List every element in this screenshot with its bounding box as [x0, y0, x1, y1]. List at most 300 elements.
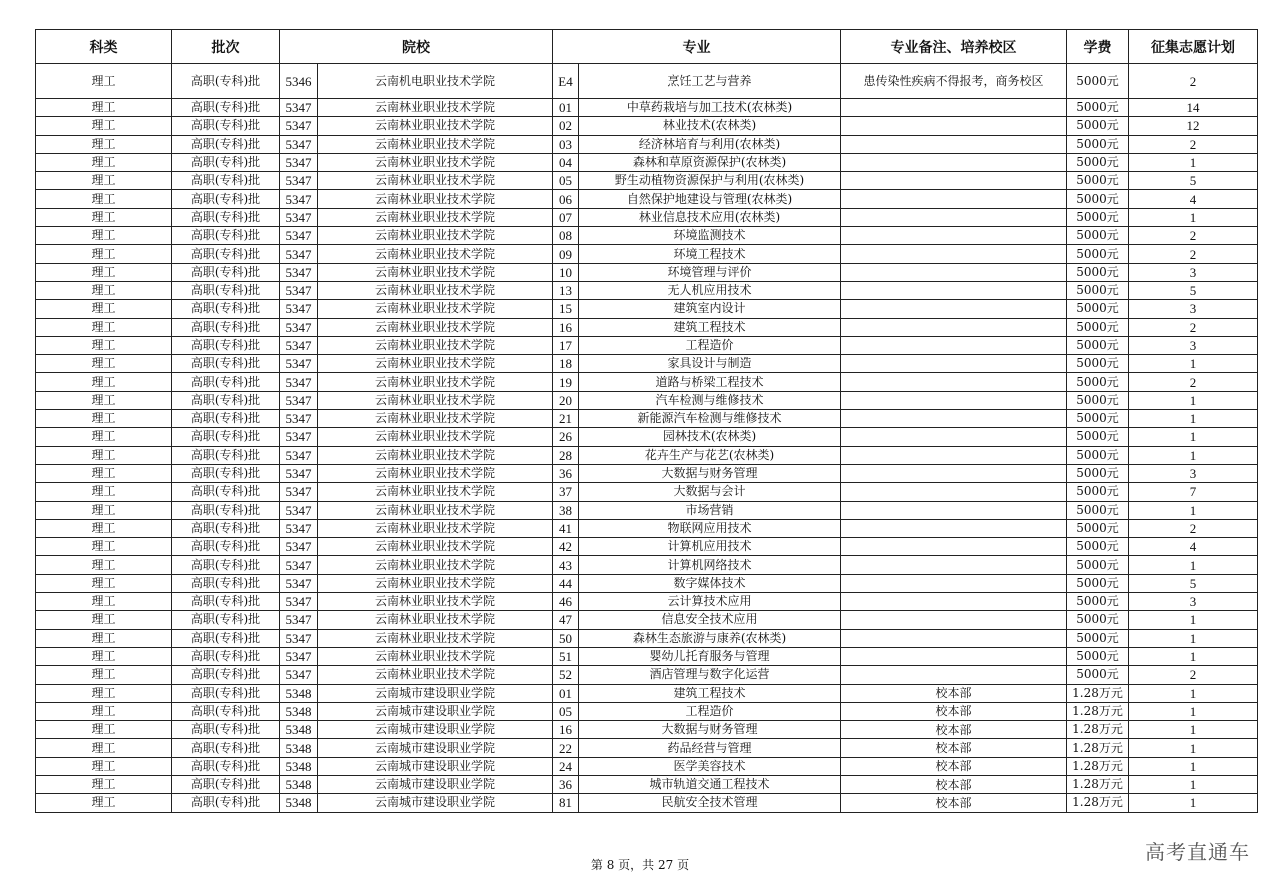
cell-major-name: 大数据与财务管理 [579, 721, 841, 739]
cell-major-name: 数字媒体技术 [579, 574, 841, 592]
cell-school-code: 5347 [280, 135, 318, 153]
cell-batch: 高职(专科)批 [172, 208, 280, 226]
table-row [36, 410, 1258, 428]
cell-school-name: 云南林业职业技术学院 [318, 483, 553, 501]
table-row [36, 702, 1258, 720]
cell-notes [841, 153, 1067, 171]
cell-tuition: 5000元 [1067, 373, 1129, 391]
cell-batch: 高职(专科)批 [172, 702, 280, 720]
cell-category: 理工 [36, 629, 172, 647]
cell-batch: 高职(专科)批 [172, 391, 280, 409]
cell-school-code: 5347 [280, 208, 318, 226]
cell-tuition: 5000元 [1067, 538, 1129, 556]
cell-school-name: 云南城市建设职业学院 [318, 684, 553, 702]
cell-major-name: 物联网应用技术 [579, 519, 841, 537]
cell-plan: 5 [1129, 281, 1258, 299]
cell-school-code: 5347 [280, 227, 318, 245]
cell-tuition: 5000元 [1067, 117, 1129, 135]
cell-tuition: 5000元 [1067, 483, 1129, 501]
cell-notes: 校本部 [841, 757, 1067, 775]
cell-school-name: 云南林业职业技术学院 [318, 428, 553, 446]
cell-batch: 高职(专科)批 [172, 519, 280, 537]
cell-tuition: 5000元 [1067, 263, 1129, 281]
cell-school-name: 云南林业职业技术学院 [318, 208, 553, 226]
cell-batch: 高职(专科)批 [172, 556, 280, 574]
cell-tuition: 5000元 [1067, 501, 1129, 519]
cell-tuition: 5000元 [1067, 629, 1129, 647]
cell-school-code: 5347 [280, 446, 318, 464]
cell-plan: 2 [1129, 666, 1258, 684]
cell-category: 理工 [36, 300, 172, 318]
cell-major-code: 46 [553, 593, 579, 611]
cell-major-name: 大数据与财务管理 [579, 464, 841, 482]
cell-school-name: 云南林业职业技术学院 [318, 153, 553, 171]
cell-major-name: 森林生态旅游与康养(农林类) [579, 629, 841, 647]
table-row [36, 373, 1258, 391]
cell-school-code: 5347 [280, 410, 318, 428]
table-row [36, 135, 1258, 153]
header-school: 院校 [280, 30, 553, 64]
table-row [36, 391, 1258, 409]
table-row [36, 300, 1258, 318]
table-row [36, 739, 1258, 757]
cell-school-code: 5348 [280, 775, 318, 793]
cell-school-code: 5347 [280, 172, 318, 190]
table-row [36, 99, 1258, 117]
cell-major-code: 19 [553, 373, 579, 391]
cell-plan: 4 [1129, 190, 1258, 208]
table-row [36, 647, 1258, 665]
cell-plan: 1 [1129, 721, 1258, 739]
cell-tuition: 5000元 [1067, 519, 1129, 537]
cell-school-name: 云南林业职业技术学院 [318, 117, 553, 135]
cell-batch: 高职(专科)批 [172, 373, 280, 391]
cell-tuition: 5000元 [1067, 64, 1129, 99]
cell-school-name: 云南林业职业技术学院 [318, 446, 553, 464]
cell-tuition: 1.28万元 [1067, 684, 1129, 702]
cell-category: 理工 [36, 647, 172, 665]
table-row [36, 538, 1258, 556]
cell-tuition: 5000元 [1067, 611, 1129, 629]
cell-major-code: 09 [553, 245, 579, 263]
table-row [36, 117, 1258, 135]
cell-plan: 5 [1129, 172, 1258, 190]
table-row [36, 428, 1258, 446]
cell-school-name: 云南林业职业技术学院 [318, 318, 553, 336]
cell-plan: 5 [1129, 574, 1258, 592]
cell-school-name: 云南机电职业技术学院 [318, 64, 553, 99]
cell-tuition: 5000元 [1067, 410, 1129, 428]
table-row [36, 775, 1258, 793]
cell-school-code: 5347 [280, 190, 318, 208]
table-row [36, 245, 1258, 263]
cell-notes [841, 318, 1067, 336]
cell-category: 理工 [36, 190, 172, 208]
cell-major-name: 烹饪工艺与营养 [579, 64, 841, 99]
cell-batch: 高职(专科)批 [172, 355, 280, 373]
cell-category: 理工 [36, 593, 172, 611]
cell-category: 理工 [36, 501, 172, 519]
cell-school-code: 5347 [280, 556, 318, 574]
table-row [36, 190, 1258, 208]
cell-major-name: 大数据与会计 [579, 483, 841, 501]
cell-batch: 高职(专科)批 [172, 684, 280, 702]
cell-category: 理工 [36, 336, 172, 354]
cell-batch: 高职(专科)批 [172, 300, 280, 318]
cell-notes [841, 611, 1067, 629]
cell-major-code: 13 [553, 281, 579, 299]
cell-school-name: 云南林业职业技术学院 [318, 391, 553, 409]
cell-plan: 2 [1129, 519, 1258, 537]
cell-school-code: 5347 [280, 263, 318, 281]
table-row [36, 153, 1258, 171]
cell-school-code: 5347 [280, 355, 318, 373]
cell-major-name: 药品经营与管理 [579, 739, 841, 757]
cell-tuition: 5000元 [1067, 172, 1129, 190]
cell-school-code: 5347 [280, 318, 318, 336]
cell-major-name: 中草药栽培与加工技术(农林类) [579, 99, 841, 117]
cell-plan: 2 [1129, 64, 1258, 99]
cell-plan: 3 [1129, 263, 1258, 281]
cell-notes: 校本部 [841, 794, 1067, 812]
cell-major-code: 18 [553, 355, 579, 373]
cell-school-name: 云南林业职业技术学院 [318, 410, 553, 428]
cell-major-code: 42 [553, 538, 579, 556]
cell-major-code: 20 [553, 391, 579, 409]
cell-category: 理工 [36, 208, 172, 226]
cell-notes: 校本部 [841, 684, 1067, 702]
cell-plan: 1 [1129, 446, 1258, 464]
cell-batch: 高职(专科)批 [172, 446, 280, 464]
cell-school-code: 5347 [280, 519, 318, 537]
cell-school-code: 5347 [280, 611, 318, 629]
cell-plan: 1 [1129, 739, 1258, 757]
cell-batch: 高职(专科)批 [172, 64, 280, 99]
cell-tuition: 5000元 [1067, 135, 1129, 153]
cell-category: 理工 [36, 519, 172, 537]
cell-major-name: 建筑室内设计 [579, 300, 841, 318]
cell-major-name: 森林和草原资源保护(农林类) [579, 153, 841, 171]
cell-major-name: 林业信息技术应用(农林类) [579, 208, 841, 226]
cell-school-name: 云南林业职业技术学院 [318, 336, 553, 354]
cell-school-code: 5347 [280, 593, 318, 611]
cell-category: 理工 [36, 245, 172, 263]
cell-category: 理工 [36, 538, 172, 556]
cell-category: 理工 [36, 153, 172, 171]
cell-school-name: 云南林业职业技术学院 [318, 501, 553, 519]
cell-notes [841, 446, 1067, 464]
cell-school-code: 5347 [280, 666, 318, 684]
cell-major-code: 47 [553, 611, 579, 629]
cell-major-name: 新能源汽车检测与维修技术 [579, 410, 841, 428]
cell-school-code: 5347 [280, 538, 318, 556]
cell-notes [841, 117, 1067, 135]
cell-plan: 1 [1129, 611, 1258, 629]
cell-category: 理工 [36, 684, 172, 702]
cell-batch: 高职(专科)批 [172, 794, 280, 812]
cell-major-name: 环境管理与评价 [579, 263, 841, 281]
cell-batch: 高职(专科)批 [172, 410, 280, 428]
cell-category: 理工 [36, 373, 172, 391]
cell-school-code: 5348 [280, 794, 318, 812]
cell-major-code: 05 [553, 702, 579, 720]
cell-notes [841, 208, 1067, 226]
cell-plan: 1 [1129, 629, 1258, 647]
cell-category: 理工 [36, 64, 172, 99]
header-major-notes: 专业备注、培养校区 [841, 30, 1067, 64]
cell-category: 理工 [36, 794, 172, 812]
cell-major-name: 工程造价 [579, 702, 841, 720]
cell-batch: 高职(专科)批 [172, 464, 280, 482]
cell-major-code: 16 [553, 318, 579, 336]
cell-school-name: 云南城市建设职业学院 [318, 702, 553, 720]
cell-batch: 高职(专科)批 [172, 721, 280, 739]
cell-major-code: 52 [553, 666, 579, 684]
cell-batch: 高职(专科)批 [172, 611, 280, 629]
cell-school-code: 5347 [280, 483, 318, 501]
cell-school-name: 云南城市建设职业学院 [318, 775, 553, 793]
cell-batch: 高职(专科)批 [172, 263, 280, 281]
cell-school-name: 云南城市建设职业学院 [318, 739, 553, 757]
cell-tuition: 5000元 [1067, 208, 1129, 226]
cell-school-name: 云南林业职业技术学院 [318, 556, 553, 574]
cell-school-name: 云南林业职业技术学院 [318, 647, 553, 665]
cell-tuition: 5000元 [1067, 227, 1129, 245]
cell-tuition: 1.28万元 [1067, 757, 1129, 775]
cell-notes [841, 245, 1067, 263]
cell-major-name: 自然保护地建设与管理(农林类) [579, 190, 841, 208]
cell-plan: 2 [1129, 318, 1258, 336]
cell-major-code: 03 [553, 135, 579, 153]
cell-major-name: 家具设计与制造 [579, 355, 841, 373]
cell-plan: 1 [1129, 428, 1258, 446]
cell-tuition: 5000元 [1067, 391, 1129, 409]
cell-category: 理工 [36, 757, 172, 775]
table-row [36, 629, 1258, 647]
cell-plan: 1 [1129, 208, 1258, 226]
table-row [36, 464, 1258, 482]
cell-school-name: 云南林业职业技术学院 [318, 245, 553, 263]
cell-tuition: 5000元 [1067, 153, 1129, 171]
cell-notes [841, 99, 1067, 117]
cell-tuition: 5000元 [1067, 99, 1129, 117]
cell-major-code: E4 [553, 64, 579, 99]
cell-notes: 校本部 [841, 775, 1067, 793]
cell-notes [841, 629, 1067, 647]
cell-category: 理工 [36, 464, 172, 482]
cell-major-name: 建筑工程技术 [579, 684, 841, 702]
cell-batch: 高职(专科)批 [172, 135, 280, 153]
cell-tuition: 5000元 [1067, 556, 1129, 574]
cell-tuition: 5000元 [1067, 355, 1129, 373]
table-row [36, 666, 1258, 684]
cell-batch: 高职(专科)批 [172, 336, 280, 354]
cell-major-name: 民航安全技术管理 [579, 794, 841, 812]
cell-school-code: 5347 [280, 629, 318, 647]
cell-notes [841, 647, 1067, 665]
cell-plan: 1 [1129, 410, 1258, 428]
table-row [36, 574, 1258, 592]
cell-batch: 高职(专科)批 [172, 428, 280, 446]
cell-major-name: 经济林培育与利用(农林类) [579, 135, 841, 153]
cell-major-code: 15 [553, 300, 579, 318]
table-header-row [36, 30, 1258, 64]
cell-major-name: 市场营销 [579, 501, 841, 519]
admission-plan-table [35, 29, 1258, 813]
cell-tuition: 1.28万元 [1067, 794, 1129, 812]
cell-category: 理工 [36, 99, 172, 117]
cell-school-name: 云南林业职业技术学院 [318, 172, 553, 190]
cell-batch: 高职(专科)批 [172, 117, 280, 135]
cell-school-code: 5347 [280, 391, 318, 409]
cell-plan: 1 [1129, 794, 1258, 812]
cell-school-code: 5348 [280, 702, 318, 720]
cell-batch: 高职(专科)批 [172, 318, 280, 336]
cell-major-code: 24 [553, 757, 579, 775]
cell-major-name: 无人机应用技术 [579, 281, 841, 299]
cell-notes [841, 519, 1067, 537]
cell-notes [841, 135, 1067, 153]
cell-plan: 1 [1129, 684, 1258, 702]
cell-batch: 高职(专科)批 [172, 647, 280, 665]
table-row [36, 721, 1258, 739]
cell-batch: 高职(专科)批 [172, 281, 280, 299]
cell-notes [841, 501, 1067, 519]
cell-plan: 1 [1129, 775, 1258, 793]
cell-major-code: 05 [553, 172, 579, 190]
cell-batch: 高职(专科)批 [172, 593, 280, 611]
cell-tuition: 5000元 [1067, 336, 1129, 354]
cell-major-code: 36 [553, 775, 579, 793]
cell-notes: 患传染性疾病不得报考，商务校区 [841, 64, 1067, 99]
cell-school-name: 云南林业职业技术学院 [318, 227, 553, 245]
cell-school-name: 云南林业职业技术学院 [318, 629, 553, 647]
cell-tuition: 5000元 [1067, 318, 1129, 336]
cell-tuition: 5000元 [1067, 245, 1129, 263]
cell-notes [841, 300, 1067, 318]
cell-major-code: 07 [553, 208, 579, 226]
cell-category: 理工 [36, 355, 172, 373]
cell-school-name: 云南林业职业技术学院 [318, 574, 553, 592]
cell-major-code: 02 [553, 117, 579, 135]
cell-major-name: 城市轨道交通工程技术 [579, 775, 841, 793]
cell-school-code: 5347 [280, 281, 318, 299]
cell-major-code: 16 [553, 721, 579, 739]
table-row [36, 172, 1258, 190]
cell-category: 理工 [36, 135, 172, 153]
cell-notes [841, 336, 1067, 354]
cell-notes [841, 391, 1067, 409]
cell-major-code: 50 [553, 629, 579, 647]
cell-plan: 1 [1129, 647, 1258, 665]
cell-major-code: 43 [553, 556, 579, 574]
cell-category: 理工 [36, 117, 172, 135]
cell-major-name: 花卉生产与花艺(农林类) [579, 446, 841, 464]
table-row [36, 355, 1258, 373]
cell-school-code: 5347 [280, 373, 318, 391]
table-row [36, 263, 1258, 281]
cell-batch: 高职(专科)批 [172, 99, 280, 117]
header-major: 专业 [553, 30, 841, 64]
cell-major-code: 01 [553, 684, 579, 702]
cell-category: 理工 [36, 410, 172, 428]
table-row [36, 208, 1258, 226]
cell-category: 理工 [36, 702, 172, 720]
cell-major-code: 26 [553, 428, 579, 446]
cell-notes [841, 355, 1067, 373]
cell-category: 理工 [36, 739, 172, 757]
cell-plan: 14 [1129, 99, 1258, 117]
cell-school-name: 云南林业职业技术学院 [318, 373, 553, 391]
cell-major-code: 38 [553, 501, 579, 519]
cell-tuition: 5000元 [1067, 464, 1129, 482]
table-row [36, 227, 1258, 245]
cell-plan: 2 [1129, 227, 1258, 245]
cell-school-name: 云南城市建设职业学院 [318, 721, 553, 739]
header-batch: 批次 [172, 30, 280, 64]
cell-tuition: 5000元 [1067, 428, 1129, 446]
table-row [36, 593, 1258, 611]
cell-major-code: 81 [553, 794, 579, 812]
cell-school-code: 5347 [280, 99, 318, 117]
cell-plan: 3 [1129, 336, 1258, 354]
cell-batch: 高职(专科)批 [172, 775, 280, 793]
cell-category: 理工 [36, 391, 172, 409]
cell-category: 理工 [36, 318, 172, 336]
cell-tuition: 1.28万元 [1067, 775, 1129, 793]
watermark-text: 高考直通车 [1145, 840, 1250, 864]
cell-major-code: 22 [553, 739, 579, 757]
cell-school-name: 云南林业职业技术学院 [318, 281, 553, 299]
table-row [36, 556, 1258, 574]
cell-major-name: 环境工程技术 [579, 245, 841, 263]
cell-notes [841, 483, 1067, 501]
cell-school-code: 5348 [280, 721, 318, 739]
cell-plan: 1 [1129, 702, 1258, 720]
table-row [36, 501, 1258, 519]
cell-category: 理工 [36, 446, 172, 464]
cell-plan: 3 [1129, 300, 1258, 318]
cell-tuition: 5000元 [1067, 300, 1129, 318]
cell-major-code: 10 [553, 263, 579, 281]
cell-school-code: 5347 [280, 336, 318, 354]
cell-major-name: 野生动植物资源保护与利用(农林类) [579, 172, 841, 190]
cell-school-name: 云南城市建设职业学院 [318, 794, 553, 812]
cell-batch: 高职(专科)批 [172, 739, 280, 757]
table-row [36, 611, 1258, 629]
cell-notes [841, 190, 1067, 208]
cell-school-name: 云南林业职业技术学院 [318, 666, 553, 684]
cell-major-code: 44 [553, 574, 579, 592]
cell-major-name: 云计算技术应用 [579, 593, 841, 611]
cell-notes [841, 227, 1067, 245]
cell-tuition: 5000元 [1067, 666, 1129, 684]
cell-notes [841, 593, 1067, 611]
cell-school-code: 5347 [280, 647, 318, 665]
cell-school-name: 云南林业职业技术学院 [318, 355, 553, 373]
cell-batch: 高职(专科)批 [172, 629, 280, 647]
cell-major-name: 建筑工程技术 [579, 318, 841, 336]
table-row [36, 336, 1258, 354]
cell-notes: 校本部 [841, 739, 1067, 757]
cell-school-name: 云南林业职业技术学院 [318, 135, 553, 153]
cell-tuition: 5000元 [1067, 281, 1129, 299]
cell-school-code: 5347 [280, 117, 318, 135]
cell-plan: 3 [1129, 464, 1258, 482]
cell-tuition: 1.28万元 [1067, 721, 1129, 739]
cell-category: 理工 [36, 281, 172, 299]
cell-school-name: 云南林业职业技术学院 [318, 263, 553, 281]
